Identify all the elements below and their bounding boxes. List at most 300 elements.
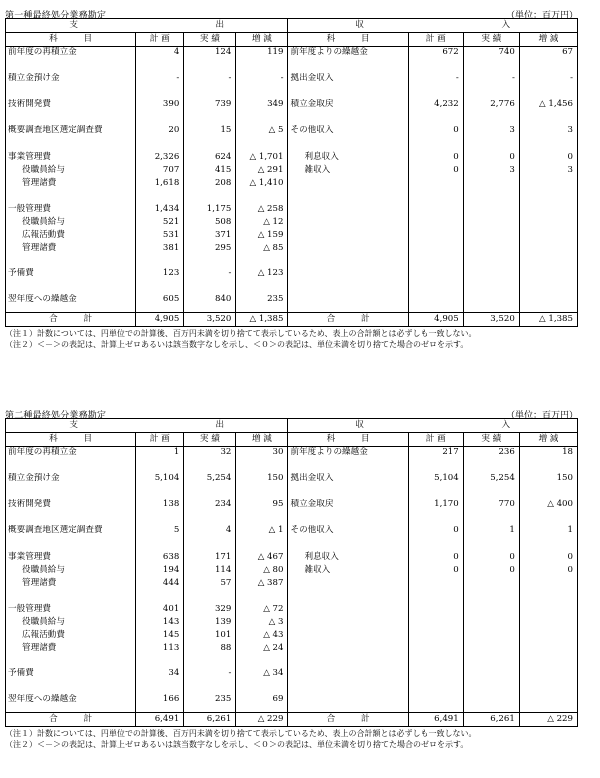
income-value: 5,254	[463, 473, 519, 499]
expense-value: 32	[184, 447, 236, 473]
expense-value	[236, 190, 288, 203]
income-empty-cell	[519, 294, 577, 313]
statement-table	[5, 18, 578, 327]
expense-value: 20	[136, 125, 184, 151]
expense-value: 208	[184, 177, 236, 190]
income-item-label: その他収入	[288, 525, 408, 551]
total-value-right: △ 1,385	[519, 313, 577, 327]
expense-value: 415	[184, 164, 236, 177]
income-empty-cell	[408, 616, 463, 629]
table-row	[6, 694, 578, 713]
table-row	[6, 203, 578, 216]
expense-value: △ 12	[236, 216, 288, 229]
income-item-label: その他収入	[288, 125, 408, 151]
income-empty-cell	[519, 577, 577, 590]
expense-item-label: 技術開発費	[6, 499, 136, 525]
total-row	[6, 313, 578, 327]
income-empty-cell	[408, 694, 463, 713]
section-account-2	[0, 400, 600, 749]
income-empty-cell	[463, 294, 519, 313]
column-header-item: 科 目	[6, 33, 136, 47]
total-value-left: 3,520	[184, 313, 236, 327]
expense-value: 624	[184, 151, 236, 164]
income-value: -	[463, 73, 519, 99]
expense-value	[184, 590, 236, 603]
table-row	[6, 655, 578, 668]
expense-value	[184, 255, 236, 268]
expense-value	[236, 255, 288, 268]
expense-value: △ 159	[236, 229, 288, 242]
income-empty-cell	[408, 242, 463, 255]
income-empty-cell	[408, 655, 463, 668]
expense-header: 支 出	[6, 419, 288, 433]
expense-value	[136, 655, 184, 668]
table-row	[6, 642, 578, 655]
income-empty-cell	[288, 255, 408, 268]
income-value: 1	[519, 525, 577, 551]
income-empty-cell	[463, 242, 519, 255]
table-row	[6, 242, 578, 255]
expense-value: △ 80	[236, 564, 288, 577]
header-row-sides	[6, 419, 578, 433]
expense-value: 194	[136, 564, 184, 577]
income-empty-cell	[463, 255, 519, 268]
expense-value: -	[136, 73, 184, 99]
expense-value: 88	[184, 642, 236, 655]
expense-item-label: 広報活動費	[6, 229, 136, 242]
expense-item-label: 管理諸費	[6, 577, 136, 590]
expense-value: 114	[184, 564, 236, 577]
column-header-plan: 計 画	[408, 33, 463, 47]
section-header	[0, 0, 600, 21]
table-row	[6, 125, 578, 151]
income-item-label: 積立金取戻	[288, 499, 408, 525]
income-value: 0	[408, 164, 463, 177]
total-label-right: 合 計	[288, 713, 408, 727]
expense-value: 4	[136, 47, 184, 73]
income-empty-cell	[288, 616, 408, 629]
income-empty-cell	[463, 203, 519, 216]
expense-value: 235	[184, 694, 236, 713]
expense-value: 739	[184, 99, 236, 125]
expense-value: 69	[236, 694, 288, 713]
total-value-left: 4,905	[136, 313, 184, 327]
income-empty-cell	[519, 190, 577, 203]
income-header: 収 入	[288, 419, 578, 433]
column-header-item: 科 目	[6, 433, 136, 447]
income-item-label: 積立金取戻	[288, 99, 408, 125]
expense-item-label: 積立金預け金	[6, 73, 136, 99]
table-row	[6, 551, 578, 564]
table-row	[6, 47, 578, 73]
income-value: 3	[463, 125, 519, 151]
footnote: （注１）計数については、円単位での計算後、百万円未満を切り捨てて表示しているため、表上の合計額とは必ずしも一致しない。	[5, 729, 477, 738]
table-row	[6, 577, 578, 590]
income-value: 1,170	[408, 499, 463, 525]
income-value: △ 400	[519, 499, 577, 525]
income-empty-cell	[288, 694, 408, 713]
table-row	[6, 294, 578, 313]
footnote: （注１）計数については、円単位での計算後、百万円未満を切り捨てて表示しているため、表上の合計額とは必ずしも一致しない。	[5, 329, 477, 338]
expense-item-label: 翌年度への繰越金	[6, 294, 136, 313]
income-empty-cell	[288, 655, 408, 668]
table-row	[6, 99, 578, 125]
expense-value: 143	[136, 616, 184, 629]
total-label-right: 合 計	[288, 313, 408, 327]
expense-item-label: 管理諸費	[6, 242, 136, 255]
income-empty-cell	[463, 668, 519, 694]
expense-item-label: 事業管理費	[6, 551, 136, 564]
income-empty-cell	[288, 642, 408, 655]
expense-value: △ 291	[236, 164, 288, 177]
section-header	[0, 400, 600, 421]
column-header-plan: 計 画	[136, 33, 184, 47]
expense-item-label	[6, 590, 136, 603]
income-item-label: 雑収入	[288, 564, 408, 577]
column-header-plan: 計 画	[408, 433, 463, 447]
income-empty-cell	[519, 242, 577, 255]
income-empty-cell	[288, 294, 408, 313]
expense-value: 371	[184, 229, 236, 242]
income-empty-cell	[408, 255, 463, 268]
footnotes	[5, 728, 477, 750]
expense-value: -	[236, 73, 288, 99]
income-value: 0	[408, 551, 463, 564]
income-empty-cell	[288, 603, 408, 616]
income-empty-cell	[519, 590, 577, 603]
expense-item-label: 技術開発費	[6, 99, 136, 125]
income-empty-cell	[288, 177, 408, 190]
expense-item-label: 予備費	[6, 668, 136, 694]
expense-item-label: 事業管理費	[6, 151, 136, 164]
table-row	[6, 255, 578, 268]
expense-value	[184, 190, 236, 203]
expense-value: 145	[136, 629, 184, 642]
expense-item-label	[6, 255, 136, 268]
income-empty-cell	[408, 629, 463, 642]
expense-item-label: 役職員給与	[6, 216, 136, 229]
expense-value: -	[184, 73, 236, 99]
expense-value: 1,175	[184, 203, 236, 216]
expense-value	[184, 655, 236, 668]
expense-value: △ 72	[236, 603, 288, 616]
expense-value: 1,618	[136, 177, 184, 190]
expense-value: 171	[184, 551, 236, 564]
table-row	[6, 447, 578, 473]
income-empty-cell	[408, 590, 463, 603]
expense-value	[136, 190, 184, 203]
income-empty-cell	[519, 216, 577, 229]
income-empty-cell	[408, 177, 463, 190]
expense-value: 5,104	[136, 473, 184, 499]
expense-item-label	[6, 655, 136, 668]
expense-value: 30	[236, 447, 288, 473]
expense-value: 5	[136, 525, 184, 551]
income-empty-cell	[288, 577, 408, 590]
total-label-left: 合 計	[6, 713, 136, 727]
income-value: 0	[408, 525, 463, 551]
table-row	[6, 564, 578, 577]
column-header-diff: 増 減	[519, 433, 577, 447]
total-value-left: 6,261	[184, 713, 236, 727]
expense-value: 150	[236, 473, 288, 499]
expense-value: 638	[136, 551, 184, 564]
expense-value	[136, 255, 184, 268]
table-row	[6, 590, 578, 603]
expense-value: △ 1	[236, 525, 288, 551]
income-empty-cell	[519, 255, 577, 268]
total-row	[6, 713, 578, 727]
expense-value: △ 1,701	[236, 151, 288, 164]
expense-value: 329	[184, 603, 236, 616]
expense-value: △ 34	[236, 668, 288, 694]
table-row	[6, 190, 578, 203]
expense-value: 123	[136, 268, 184, 294]
income-value: 0	[408, 125, 463, 151]
expense-value: △ 3	[236, 616, 288, 629]
expense-item-label: 広報活動費	[6, 629, 136, 642]
expense-value: △ 467	[236, 551, 288, 564]
expense-value: 5,254	[184, 473, 236, 499]
column-header-diff: 増 減	[236, 33, 288, 47]
table-row	[6, 603, 578, 616]
income-value: 5,104	[408, 473, 463, 499]
expense-value: 4	[184, 525, 236, 551]
table-row	[6, 499, 578, 525]
expense-value: 444	[136, 577, 184, 590]
income-empty-cell	[408, 203, 463, 216]
expense-value: 139	[184, 616, 236, 629]
total-value-right: 3,520	[463, 313, 519, 327]
income-value: 0	[519, 564, 577, 577]
column-header-actual: 実 績	[184, 433, 236, 447]
column-header-actual: 実 績	[463, 433, 519, 447]
expense-value: 401	[136, 603, 184, 616]
income-empty-cell	[288, 190, 408, 203]
income-value: 740	[463, 47, 519, 73]
statement-table	[5, 418, 578, 727]
table-row	[6, 229, 578, 242]
expense-value: 531	[136, 229, 184, 242]
column-header-plan: 計 画	[136, 433, 184, 447]
unit-label: （単位：百万円）	[505, 411, 578, 421]
expense-value: 95	[236, 499, 288, 525]
expense-value: 166	[136, 694, 184, 713]
column-header-diff: 増 減	[236, 433, 288, 447]
income-empty-cell	[463, 577, 519, 590]
income-empty-cell	[408, 577, 463, 590]
expense-value: -	[184, 268, 236, 294]
total-value-right: △ 229	[519, 713, 577, 727]
income-empty-cell	[519, 668, 577, 694]
footnotes	[5, 328, 477, 350]
income-empty-cell	[408, 603, 463, 616]
income-value: 150	[519, 473, 577, 499]
income-value: 236	[463, 447, 519, 473]
income-value: 4,232	[408, 99, 463, 125]
expense-value: △ 258	[236, 203, 288, 216]
expense-value: △ 24	[236, 642, 288, 655]
income-item-label: 拠出金収入	[288, 473, 408, 499]
expense-value: -	[184, 668, 236, 694]
income-value: 0	[463, 551, 519, 564]
column-header-diff: 増 減	[519, 33, 577, 47]
expense-value: 2,326	[136, 151, 184, 164]
column-header-item: 科 目	[288, 33, 408, 47]
income-empty-cell	[519, 629, 577, 642]
income-value: 0	[519, 151, 577, 164]
table-row	[6, 525, 578, 551]
income-value: 3	[519, 125, 577, 151]
expense-value: 295	[184, 242, 236, 255]
total-value-left: 6,491	[136, 713, 184, 727]
income-value: -	[519, 73, 577, 99]
income-header: 収 入	[288, 19, 578, 33]
income-empty-cell	[408, 668, 463, 694]
income-empty-cell	[288, 216, 408, 229]
expense-value: 15	[184, 125, 236, 151]
expense-value: 113	[136, 642, 184, 655]
income-value: 672	[408, 47, 463, 73]
income-empty-cell	[463, 616, 519, 629]
income-item-label: 前年度よりの繰越金	[288, 447, 408, 473]
expense-value: △ 85	[236, 242, 288, 255]
table-row	[6, 216, 578, 229]
expense-value	[236, 655, 288, 668]
expense-value: 707	[136, 164, 184, 177]
expense-value: 381	[136, 242, 184, 255]
table-row	[6, 151, 578, 164]
expense-value: 605	[136, 294, 184, 313]
income-value: 67	[519, 47, 577, 73]
income-empty-cell	[288, 590, 408, 603]
table-row	[6, 668, 578, 694]
income-empty-cell	[463, 590, 519, 603]
income-value: 0	[463, 151, 519, 164]
total-label-left: 合 計	[6, 313, 136, 327]
expense-value: 1,434	[136, 203, 184, 216]
expense-header: 支 出	[6, 19, 288, 33]
expense-value: 119	[236, 47, 288, 73]
expense-value: 840	[184, 294, 236, 313]
income-empty-cell	[463, 268, 519, 294]
footnote: （注２）＜－＞の表記は、計算上ゼロあるいは該当数字なしを示し、＜０＞の表記は、単位未満を切り捨てた場合のゼロを示す。	[5, 340, 469, 349]
expense-item-label: 一般管理費	[6, 203, 136, 216]
expense-value: △ 1,410	[236, 177, 288, 190]
column-header-actual: 実 績	[463, 33, 519, 47]
income-value: 3	[519, 164, 577, 177]
expense-value: 138	[136, 499, 184, 525]
total-value-right: 6,261	[463, 713, 519, 727]
income-empty-cell	[463, 694, 519, 713]
income-empty-cell	[463, 642, 519, 655]
income-empty-cell	[408, 268, 463, 294]
income-empty-cell	[519, 203, 577, 216]
expense-value: 508	[184, 216, 236, 229]
table-row	[6, 629, 578, 642]
expense-item-label: 管理諸費	[6, 642, 136, 655]
table-row	[6, 164, 578, 177]
expense-item-label: 役職員給与	[6, 164, 136, 177]
expense-item-label: 管理諸費	[6, 177, 136, 190]
total-value-right: 6,491	[408, 713, 463, 727]
income-value: 1	[463, 525, 519, 551]
header-row-columns	[6, 433, 578, 447]
section-title: 第一種最終処分業務勘定	[5, 11, 107, 21]
header-row-columns	[6, 33, 578, 47]
expense-value: 390	[136, 99, 184, 125]
income-empty-cell	[519, 655, 577, 668]
expense-value	[236, 590, 288, 603]
income-value: 217	[408, 447, 463, 473]
section-title: 第二種最終処分業務勘定	[5, 411, 107, 421]
expense-item-label: 積立金預け金	[6, 473, 136, 499]
expense-item-label: 前年度の再積立金	[6, 47, 136, 73]
expense-item-label: 概要調査地区選定調査費	[6, 525, 136, 551]
income-value: 2,776	[463, 99, 519, 125]
income-value: △ 1,456	[519, 99, 577, 125]
income-empty-cell	[408, 229, 463, 242]
income-value: 0	[519, 551, 577, 564]
expense-item-label: 一般管理費	[6, 603, 136, 616]
expense-value: 521	[136, 216, 184, 229]
income-empty-cell	[288, 203, 408, 216]
income-empty-cell	[463, 603, 519, 616]
expense-value: △ 387	[236, 577, 288, 590]
income-item-label: 拠出金収入	[288, 73, 408, 99]
expense-item-label: 役職員給与	[6, 616, 136, 629]
total-value-left: △ 229	[236, 713, 288, 727]
income-item-label: 利息収入	[288, 551, 408, 564]
expense-value: 57	[184, 577, 236, 590]
income-item-label: 利息収入	[288, 151, 408, 164]
expense-value: 349	[236, 99, 288, 125]
income-value: -	[408, 73, 463, 99]
income-empty-cell	[519, 177, 577, 190]
income-empty-cell	[408, 294, 463, 313]
unit-label: （単位：百万円）	[505, 11, 578, 21]
table-row	[6, 473, 578, 499]
expense-value: 235	[236, 294, 288, 313]
table-row	[6, 268, 578, 294]
income-empty-cell	[463, 216, 519, 229]
expense-item-label: 概要調査地区選定調査費	[6, 125, 136, 151]
expense-value	[136, 590, 184, 603]
income-empty-cell	[519, 603, 577, 616]
income-empty-cell	[288, 242, 408, 255]
expense-item-label: 役職員給与	[6, 564, 136, 577]
section-account-1	[0, 0, 600, 349]
column-header-actual: 実 績	[184, 33, 236, 47]
expense-value: △ 43	[236, 629, 288, 642]
expense-item-label: 前年度の再積立金	[6, 447, 136, 473]
income-empty-cell	[463, 655, 519, 668]
income-value: 770	[463, 499, 519, 525]
income-value: 3	[463, 164, 519, 177]
income-empty-cell	[288, 668, 408, 694]
income-empty-cell	[288, 229, 408, 242]
income-empty-cell	[519, 268, 577, 294]
expense-value: 101	[184, 629, 236, 642]
expense-item-label: 翌年度への繰越金	[6, 694, 136, 713]
table-row	[6, 73, 578, 99]
income-item-label: 雑収入	[288, 164, 408, 177]
table-row	[6, 616, 578, 629]
column-header-item: 科 目	[288, 433, 408, 447]
income-empty-cell	[463, 629, 519, 642]
income-empty-cell	[519, 229, 577, 242]
expense-value: 234	[184, 499, 236, 525]
